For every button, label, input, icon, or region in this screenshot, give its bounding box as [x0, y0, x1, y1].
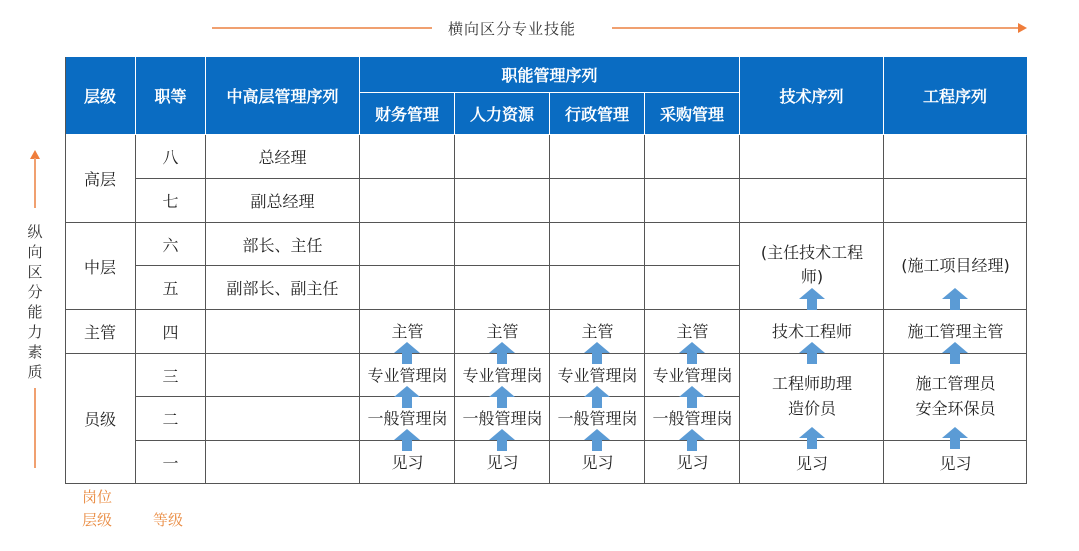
vertical-axis-char: 能 [27, 303, 43, 321]
admin-supervisor: 主管 [581, 322, 614, 341]
finance-supervisor: 主管 [391, 322, 424, 341]
header-functional-series: 职能管理序列 [360, 57, 740, 93]
tech-intern: 见习 [795, 454, 828, 473]
admin-general: 一般管理岗 [557, 409, 638, 428]
tech-chief-line1: (主任技术工程 [760, 243, 864, 262]
horizontal-axis-arrow-icon [1018, 23, 1027, 33]
hr-cell [455, 179, 550, 223]
tech-cost-engineer: 造价员 [787, 399, 836, 418]
vertical-axis-char: 质 [27, 363, 43, 381]
grade-4: 四 [136, 310, 206, 354]
up-arrow-icon [799, 288, 825, 310]
header-grade: 职等 [136, 57, 206, 135]
tech-engineer: 技术工程师 [771, 322, 852, 341]
up-arrow-icon [584, 386, 610, 408]
header-purchase: 采购管理 [645, 93, 740, 135]
grade-1: 一 [136, 441, 206, 484]
finance-cell [360, 266, 455, 310]
up-arrow-icon [394, 342, 420, 364]
grade-7: 七 [136, 179, 206, 223]
vertical-axis-char: 素 [27, 343, 43, 361]
eng-staff: 施工管理员 [915, 374, 996, 393]
eng-supervisor: 施工管理主管 [907, 322, 1004, 341]
up-arrow-icon [942, 288, 968, 310]
senior-g2 [206, 397, 360, 441]
admin-cell [550, 179, 645, 223]
up-arrow-icon [394, 429, 420, 451]
hr-cell [455, 135, 550, 179]
up-arrow-icon [489, 342, 515, 364]
up-arrow-icon [799, 342, 825, 364]
vertical-axis-char: 分 [27, 283, 43, 301]
vertical-axis-label [25, 222, 45, 382]
tech-chief-line2: 师) [800, 267, 824, 286]
vertical-axis-char: 纵 [27, 223, 43, 241]
grade-2: 二 [136, 397, 206, 441]
level-supervisor: 主管 [65, 310, 136, 354]
finance-specialist: 专业管理岗 [367, 366, 448, 385]
hr-cell [455, 266, 550, 310]
grade-3: 三 [136, 354, 206, 397]
admin-specialist: 专业管理岗 [557, 366, 638, 385]
purchase-cell [645, 179, 740, 223]
up-arrow-icon [799, 427, 825, 449]
hr-general: 一般管理岗 [462, 409, 543, 428]
header-level: 层级 [65, 57, 136, 135]
grade-5: 五 [136, 266, 206, 310]
senior-g5: 副部长、副主任 [206, 266, 360, 310]
admin-cell [550, 223, 645, 266]
grade-8: 八 [136, 135, 206, 179]
eng-manager: (施工项目经理) [901, 256, 1010, 275]
tech-g7 [740, 179, 884, 223]
purchase-cell [645, 135, 740, 179]
finance-cell [360, 179, 455, 223]
level-mid: 中层 [65, 223, 136, 310]
up-arrow-icon [489, 386, 515, 408]
senior-g3 [206, 354, 360, 397]
footer-gangwei: 岗位 [82, 488, 113, 506]
senior-g7: 副总经理 [206, 179, 360, 223]
eng-g7 [884, 179, 1027, 223]
career-path-table [65, 57, 1027, 484]
hr-supervisor: 主管 [486, 322, 519, 341]
purchase-cell [645, 223, 740, 266]
senior-g1 [206, 441, 360, 484]
eng-safety-staff: 安全环保员 [915, 399, 996, 418]
header-senior-series: 中高层管理序列 [206, 57, 360, 135]
vertical-axis-line-top [34, 158, 36, 208]
finance-cell [360, 223, 455, 266]
header-admin: 行政管理 [550, 93, 645, 135]
admin-intern: 见习 [581, 453, 614, 472]
vertical-axis-line-bottom [34, 388, 36, 468]
finance-cell [360, 135, 455, 179]
tech-assistant: 工程师助理 [771, 374, 852, 393]
grade-6: 六 [136, 223, 206, 266]
header-tech-series: 技术序列 [740, 57, 884, 135]
up-arrow-icon [679, 386, 705, 408]
finance-general: 一般管理岗 [367, 409, 448, 428]
horizontal-axis-label: 横向区分专业技能 [448, 20, 577, 38]
purchase-cell [645, 266, 740, 310]
senior-g6: 部长、主任 [206, 223, 360, 266]
up-arrow-icon [679, 429, 705, 451]
up-arrow-icon [679, 342, 705, 364]
up-arrow-icon [394, 386, 420, 408]
eng-intern: 见习 [939, 454, 972, 473]
hr-intern: 见习 [486, 453, 519, 472]
purchase-intern: 见习 [676, 453, 709, 472]
up-arrow-icon [584, 342, 610, 364]
purchase-specialist: 专业管理岗 [652, 366, 733, 385]
admin-cell [550, 266, 645, 310]
tech-g8 [740, 135, 884, 179]
footer-cengji: 层级 [82, 511, 113, 529]
finance-intern: 见习 [391, 453, 424, 472]
level-staff: 员级 [65, 354, 136, 484]
horizontal-axis-line-left [212, 27, 432, 29]
senior-g4 [206, 310, 360, 354]
up-arrow-icon [942, 427, 968, 449]
header-hr: 人力资源 [455, 93, 550, 135]
header-finance: 财务管理 [360, 93, 455, 135]
hr-specialist: 专业管理岗 [462, 366, 543, 385]
senior-g8: 总经理 [206, 135, 360, 179]
hr-cell [455, 223, 550, 266]
eng-g8 [884, 135, 1027, 179]
purchase-supervisor: 主管 [676, 322, 709, 341]
admin-cell [550, 135, 645, 179]
header-eng-series: 工程序列 [884, 57, 1027, 135]
vertical-axis-char: 区 [27, 263, 43, 281]
vertical-axis-char: 向 [27, 243, 43, 261]
up-arrow-icon [584, 429, 610, 451]
horizontal-axis-line-right [612, 27, 1020, 29]
purchase-general: 一般管理岗 [652, 409, 733, 428]
vertical-axis-char: 力 [27, 323, 43, 341]
level-high: 高层 [65, 135, 136, 223]
up-arrow-icon [942, 342, 968, 364]
footer-dengji: 等级 [153, 511, 184, 529]
up-arrow-icon [489, 429, 515, 451]
